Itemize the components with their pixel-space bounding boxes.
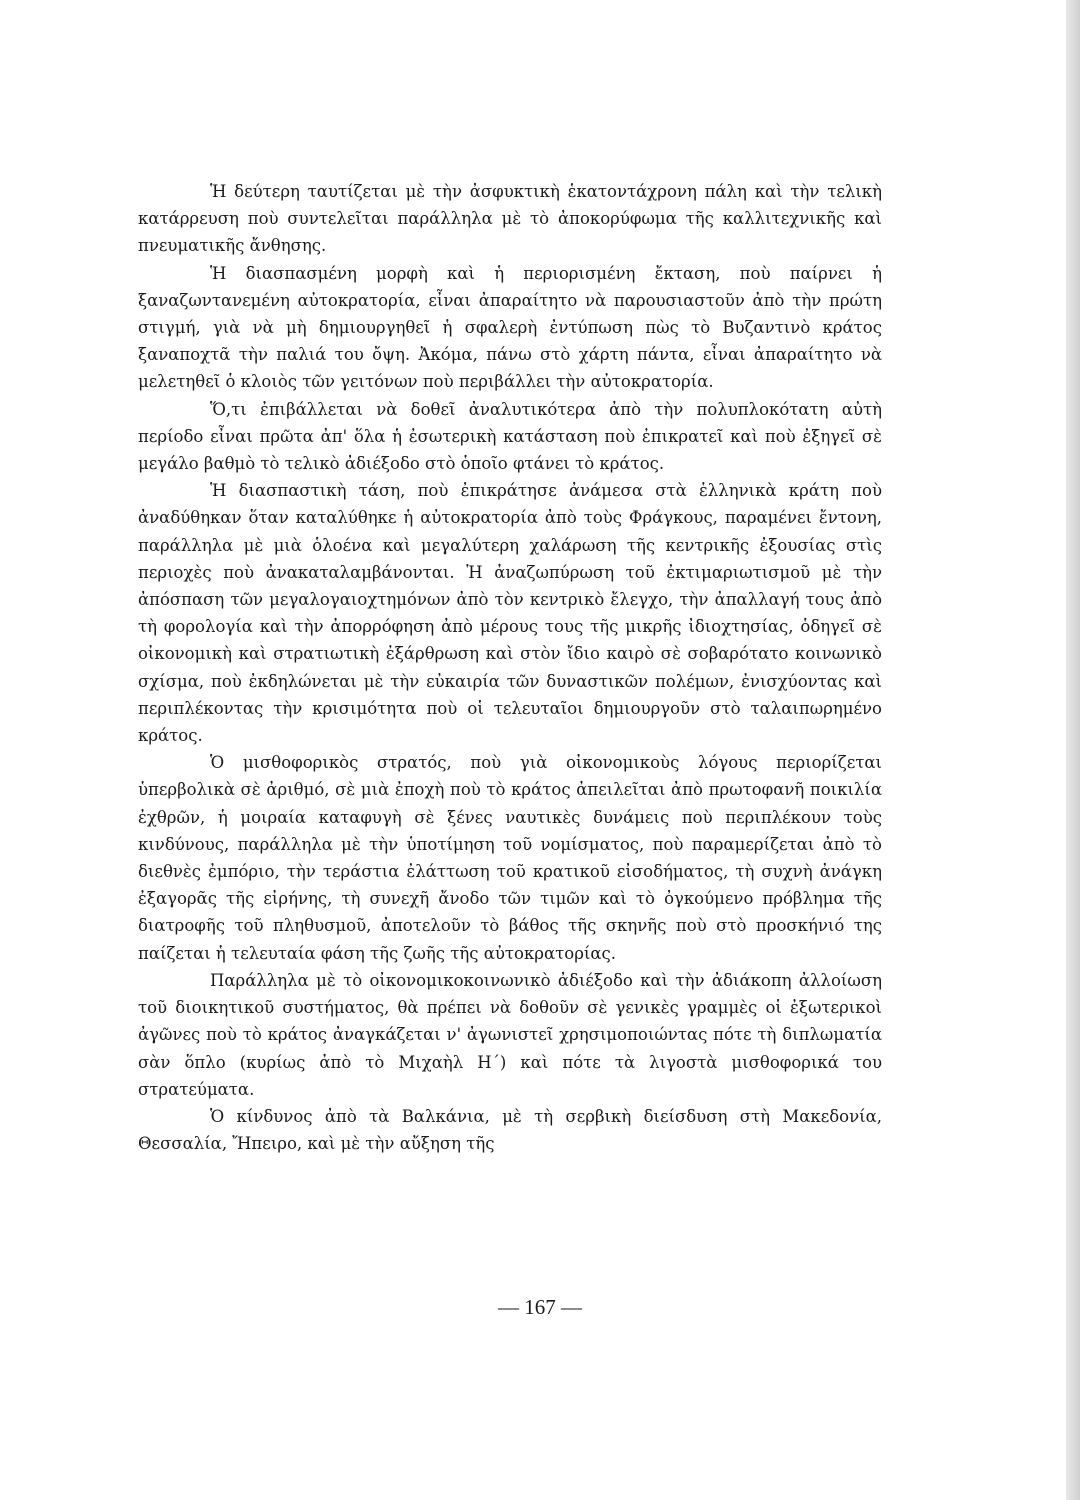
paragraph: Ὅ,τι ἐπιβάλλεται νὰ δοθεῖ ἀναλυτικότερα ἀπὸ τὴν πολυπλοκότατη αὐτὴ περίοδο εἶναι πρῶτα ἀπ' ὅλα ἡ ἐσωτερικὴ κατάσταση ποὺ ἐπικρατεῖ καὶ ποὺ ἐξηγεῖ σὲ μεγάλο βαθμὸ τὸ τελικὸ ἀδιέξοδο στὸ ὁποῖο φτάνει τὸ κράτος. xyxy=(138,399,882,474)
paragraph: Παράλληλα μὲ τὸ οἰκονομικοκοινωνικὸ ἀδιέξοδο καὶ τὴν ἀδιάκοπη ἀλλοίωση τοῦ διοικητικοῦ συστήματος, θὰ πρέπει νὰ δοθοῦν σὲ γενικὲς γραμμὲς οἱ ἐξωτερικοὶ ἀγῶνες ποὺ τὸ κράτος ἀναγκάζεται ν' ἀγωνιστεῖ χρησιμοποιώντας πότε τὴ διπλωματία σὰν ὅπλο (κυρίως ἀπὸ τὸ Μιχαὴλ Η΄) καὶ πότε τὰ λιγοστὰ μισθοφορικά του στρατεύματα. xyxy=(138,970,882,1099)
page-number: — 167 — xyxy=(498,1295,582,1319)
paragraph: Ἡ διασπασμένη μορφὴ καὶ ἡ περιορισμένη ἔκταση, ποὺ παίρνει ἡ ξαναζωντανεμένη αὐτοκρατορία, εἶναι ἀπαραίτητο νὰ παρουσιαστοῦν ἀπὸ τὴν πρώτη στιγμή, γιὰ νὰ μὴ δημιουργηθεῖ ἡ σφαλερὴ ἐντύπωση πὼς τὸ Βυζαντινὸ κράτος ξαναποχτᾶ τὴν παλιά του ὄψη. Ἀκόμα, πάνω στὸ χάρτη πάντα, εἶναι ἀπαραίτητο νὰ μελετηθεῖ ὁ κλοιὸς τῶν γειτόνων ποὺ περιβάλλει τὴν αὐτοκρατορία. xyxy=(138,263,882,392)
paragraph: Ἡ διασπαστικὴ τάση, ποὺ ἐπικράτησε ἀνάμεσα στὰ ἑλληνικὰ κράτη ποὺ ἀναδύθηκαν ὅταν καταλύθηκε ἡ αὐτοκρατορία ἀπὸ τοὺς Φράγκους, παραμένει ἔντονη, παράλληλα μὲ μιὰ ὁλοένα καὶ μεγαλύτερη χαλάρωση τῆς κεντρικῆς ἐξουσίας στὶς περιοχὲς ποὺ ἀνακαταλαμβάνονται. Ἡ ἀναζωπύρωση τοῦ ἐκτιμαριωτισμοῦ μὲ τὴν ἀπόσπαση τῶν μεγαλογαιοχτημόνων ἀπὸ τὸν κεντρικὸ ἔλεγχο, τὴν ἀπαλλαγή τους ἀπὸ τὴ φορολογία καὶ τὴν ἀπορρόφηση ἀπὸ μέρους τους τῆς μικρῆς ἰδιοχτησίας, ὁδηγεῖ σὲ οἰκονομικὴ καὶ στρατιωτικὴ ἐξάρθρωση καὶ στὸν ἴδιο καιρὸ σὲ σοβαρότατο κοινωνικὸ σχίσμα, ποὺ ἐκδηλώνεται μὲ τὴν εὐκαιρία τῶν δυναστικῶν πολέμων, ἐνισχύοντας καὶ περιπλέκοντας τὴν κρισιμότητα ποὺ οἱ τελευταῖοι δημιουργοῦν στὸ ταλαιπωρημένο κράτος. xyxy=(138,481,882,746)
body-text xyxy=(138,178,882,1157)
paragraph: Ὁ μισθοφορικὸς στρατός, ποὺ γιὰ οἰκονομικοὺς λόγους περιορίζεται ὑπερβολικὰ σὲ ἀριθμό, σὲ μιὰ ἐποχὴ ποὺ τὸ κράτος ἀπειλεῖται ἀπὸ πρωτοφανῆ ποικιλία ἐχθρῶν, ἡ μοιραία καταφυγὴ σὲ ξένες ναυτικὲς δυνάμεις ποὺ περιπλέκουν τοὺς κινδύνους, παράλληλα μὲ τὴν ὑποτίμηση τοῦ νομίσματος, ποὺ παραμερίζεται ἀπὸ τὸ διεθνὲς ἐμπόριο, τὴν τεράστια ἐλάττωση τοῦ κρατικοῦ εἰσοδήματος, τὴ συχνὴ ἀνάγκη ἐξαγορᾶς τῆς εἰρήνης, τὴ συνεχῆ ἄνοδο τῶν τιμῶν καὶ τὸ ὀγκούμενο πρόβλημα τῆς διατροφῆς τοῦ πληθυσμοῦ, ἀποτελοῦν τὸ βάθος τῆς σκηνῆς ποὺ στὸ προσκήνιό της παίζεται ἡ τελευταία φάση τῆς ζωῆς τῆς αὐτοκρατορίας. xyxy=(138,753,882,963)
paragraph: Ἡ δεύτερη ταυτίζεται μὲ τὴν ἀσφυκτικὴ ἑκατοντάχρονη πάλη καὶ τὴν τελικὴ κατάρρευση ποὺ συντελεῖται παράλληλα μὲ τὸ ἀποκορύφωμα τῆς καλλιτεχνικῆς καὶ πνευματικῆς ἄνθησης. xyxy=(138,182,882,256)
paragraph: Ὁ κίνδυνος ἀπὸ τὰ Βαλκάνια, μὲ τὴ σερβικὴ διείσδυση στὴ Μακεδονία, Θεσσαλία, Ἤπειρο, καὶ μὲ τὴν αὔξηση τῆς xyxy=(138,1106,882,1154)
page-edge xyxy=(1066,0,1080,1500)
